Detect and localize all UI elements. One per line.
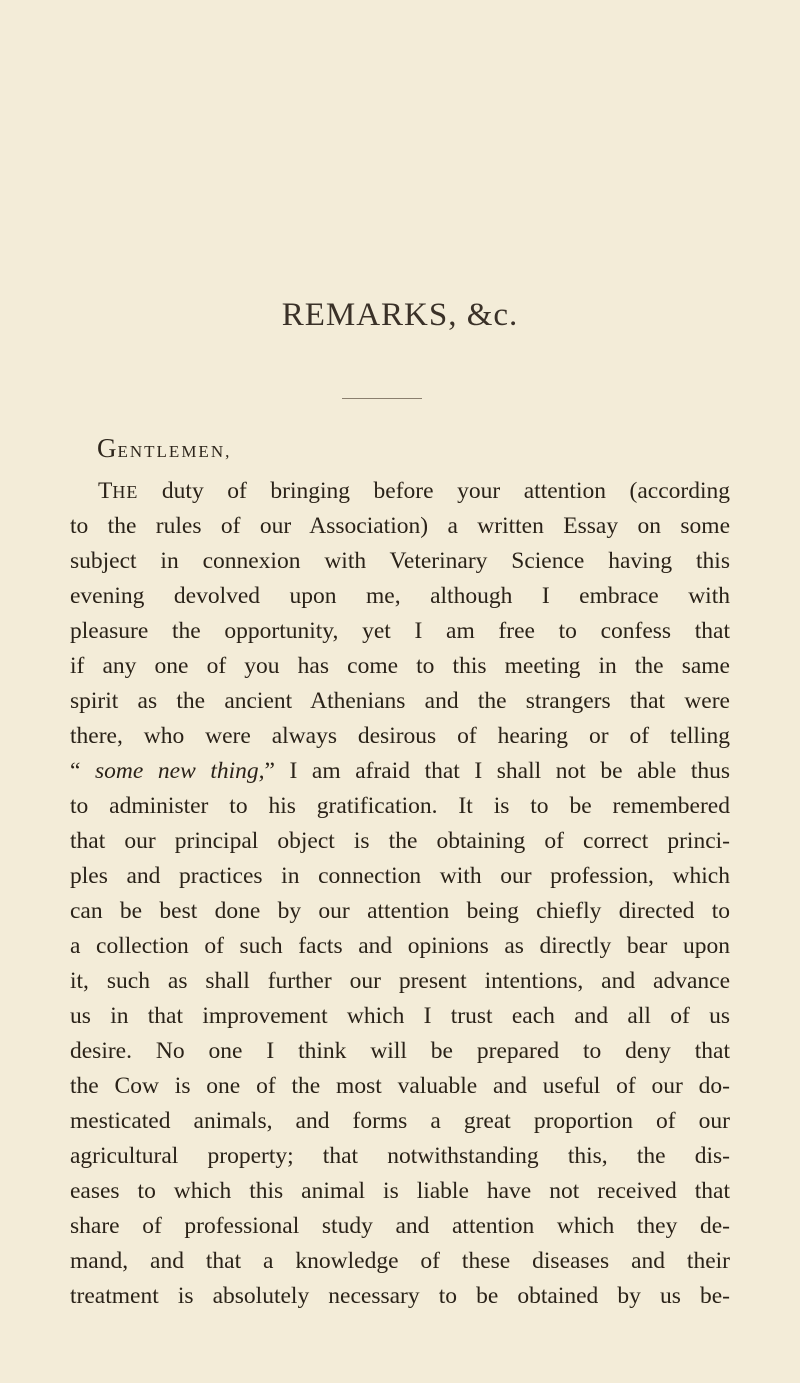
quote-line-rest: ” I am afraid that I shall not be able thus [264, 758, 731, 784]
text-line: eases to which this animal is liable have not received that [70, 1178, 730, 1204]
text-line: mand, and that a knowledge of these diseases and their [70, 1248, 730, 1274]
text-line: pleasure the opportunity, yet I am free to confess that [70, 618, 730, 644]
text-line: the Cow is one of the most valuable and useful of our do- [70, 1073, 730, 1099]
title-divider [342, 398, 422, 399]
text-line: a collection of such facts and opinions as directly bear upon [70, 933, 730, 959]
text-line: spirit as the ancient Athenians and the strangers that were [70, 688, 730, 714]
page-title: REMARKS, &c. [281, 297, 519, 333]
text-line: if any one of you has come to this meeting in the same [70, 653, 730, 679]
first-line-rest: duty of bringing before your attention (according [138, 478, 730, 504]
text-line [70, 474, 730, 509]
salutation-initial: G [97, 433, 118, 463]
salutation [97, 433, 231, 464]
text-line: subject in connexion with Veterinary Science having this [70, 548, 730, 574]
text-line: to the rules of our Association) a written Essay on some [70, 513, 730, 539]
text-line: desire. No one I think will be prepared to deny that [70, 1038, 730, 1064]
text-line: there, who were always desirous of hearing or of telling [70, 723, 730, 749]
text-line: mesticated animals, and forms a great proportion of our [70, 1108, 730, 1134]
body-paragraph [70, 474, 730, 1314]
text-line: share of professional study and attention which they de- [70, 1213, 730, 1239]
text-line: treatment is absolutely necessary to be obtained by us be- [70, 1283, 730, 1309]
quoted-phrase: some new thing, [95, 758, 265, 784]
text-line: to administer to his gratification. It is to be remembered [70, 793, 730, 819]
text-line: it, such as shall further our present intentions, and advance [70, 968, 730, 994]
text-line: can be best done by our attention being chiefly directed to [70, 898, 730, 924]
salutation-rest: ENTLEMEN, [117, 442, 232, 461]
paragraph-smallcaps: HE [112, 482, 139, 502]
text-line: ples and practices in connection with our profession, which [70, 863, 730, 889]
text-line: evening devolved upon me, although I embrace with [70, 583, 730, 609]
text-line [70, 754, 730, 789]
quote-open: “ [70, 758, 96, 784]
paragraph-initial: T [98, 478, 113, 504]
text-line: agricultural property; that notwithstanding this, the dis- [70, 1143, 730, 1169]
text-line: us in that improvement which I trust each and all of us [70, 1003, 730, 1029]
text-line: that our principal object is the obtaining of correct princi- [70, 828, 730, 854]
